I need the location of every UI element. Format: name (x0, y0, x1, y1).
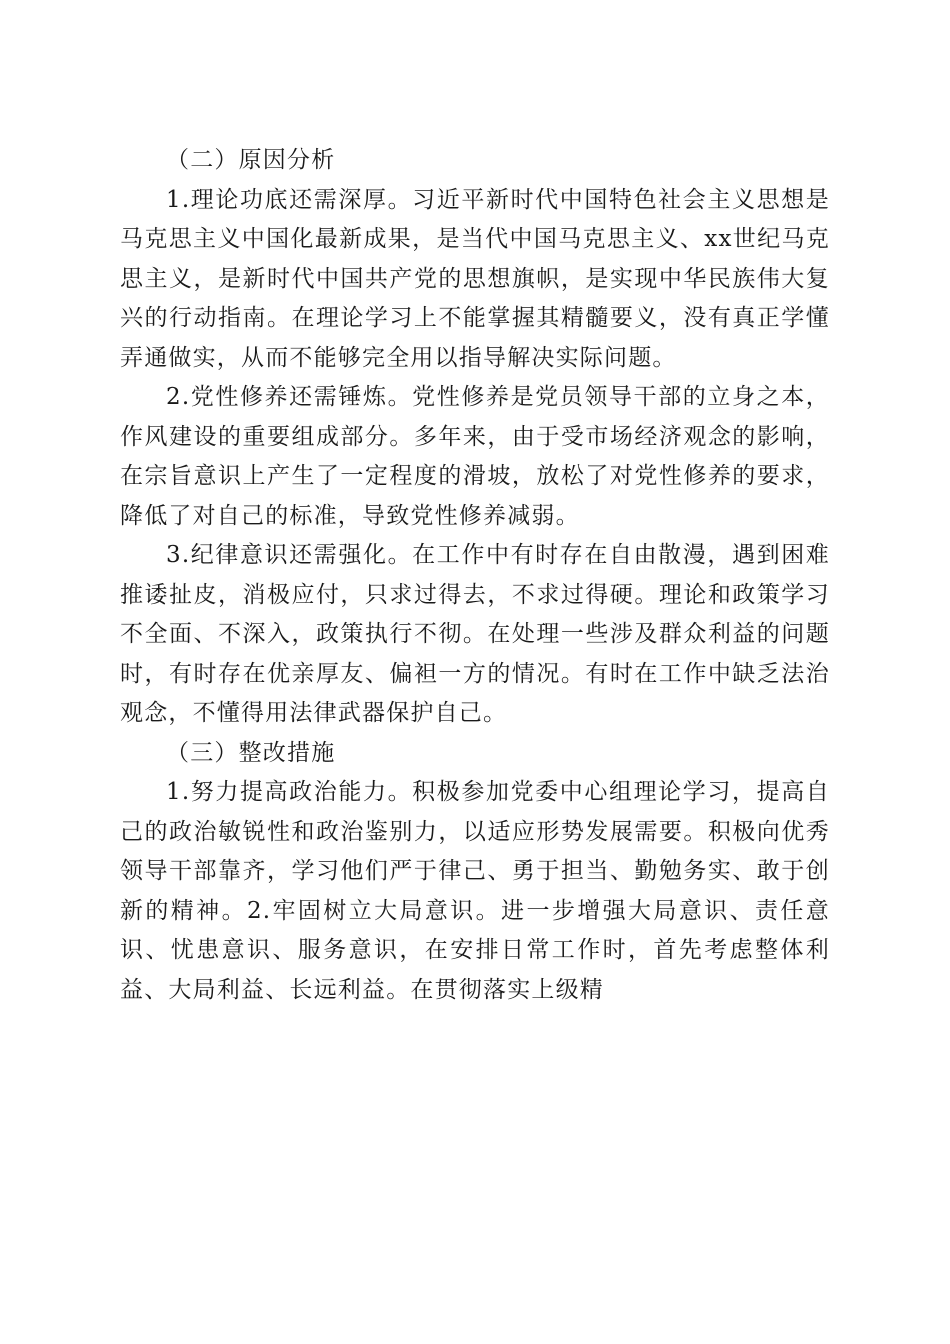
section-heading-cause-analysis: （二）原因分析 (166, 147, 336, 173)
section-heading-rectification: （三）整改措施 (166, 739, 336, 766)
paragraph-party-spirit: 2.党性修养还需锤炼。党性修养是党员领导干部的立身之本，作风建设的重要组成部分。多年来，由于受市场经济观念的影响，在宗旨意识上产生了一定程度的滑坡，放松了对党性修养的要求，降低了对自己的标准，导致党性修养减弱。 (120, 384, 830, 529)
paragraph-political-ability: 1.努力提高政治能力。积极参加党委中心组理论学习，提高自己的政治敏锐性和政治鉴别力，以适应形势发展需要。积极向优秀领导干部靠齐，学习他们严于律己、勇于担当、勤勉务实、敢于创新的精神。2.牢固树立大局意识。进一步增强大局意识、责任意识、忧患意识、服务意识，在安排日常工作时，首先考虑整体利益、大局利益、长远利益。在贯彻落实上级精 (120, 779, 830, 1003)
paragraph-discipline: 3.纪律意识还需强化。在工作中有时存在自由散漫，遇到困难推诿扯皮，消极应付，只求过得去，不求过得硬。理论和政策学习不全面、不深入，政策执行不彻。在处理一些涉及群众利益的问题时，有时存在优亲厚友、偏袒一方的情况。有时在工作中缺乏法治观念，不懂得用法律武器保护自己。 (120, 542, 830, 726)
document-body (120, 141, 830, 1010)
paragraph-theory: 1.理论功底还需深厚。习近平新时代中国特色社会主义思想是马克思主义中国化最新成果，是当代中国马克思主义、xx世纪马克思主义，是新时代中国共产党的思想旗帜，是实现中华民族伟大复兴的行动指南。在理论学习上不能掌握其精髓要义，没有真正学懂弄通做实，从而不能够完全用以指导解决实际问题。 (120, 186, 830, 371)
